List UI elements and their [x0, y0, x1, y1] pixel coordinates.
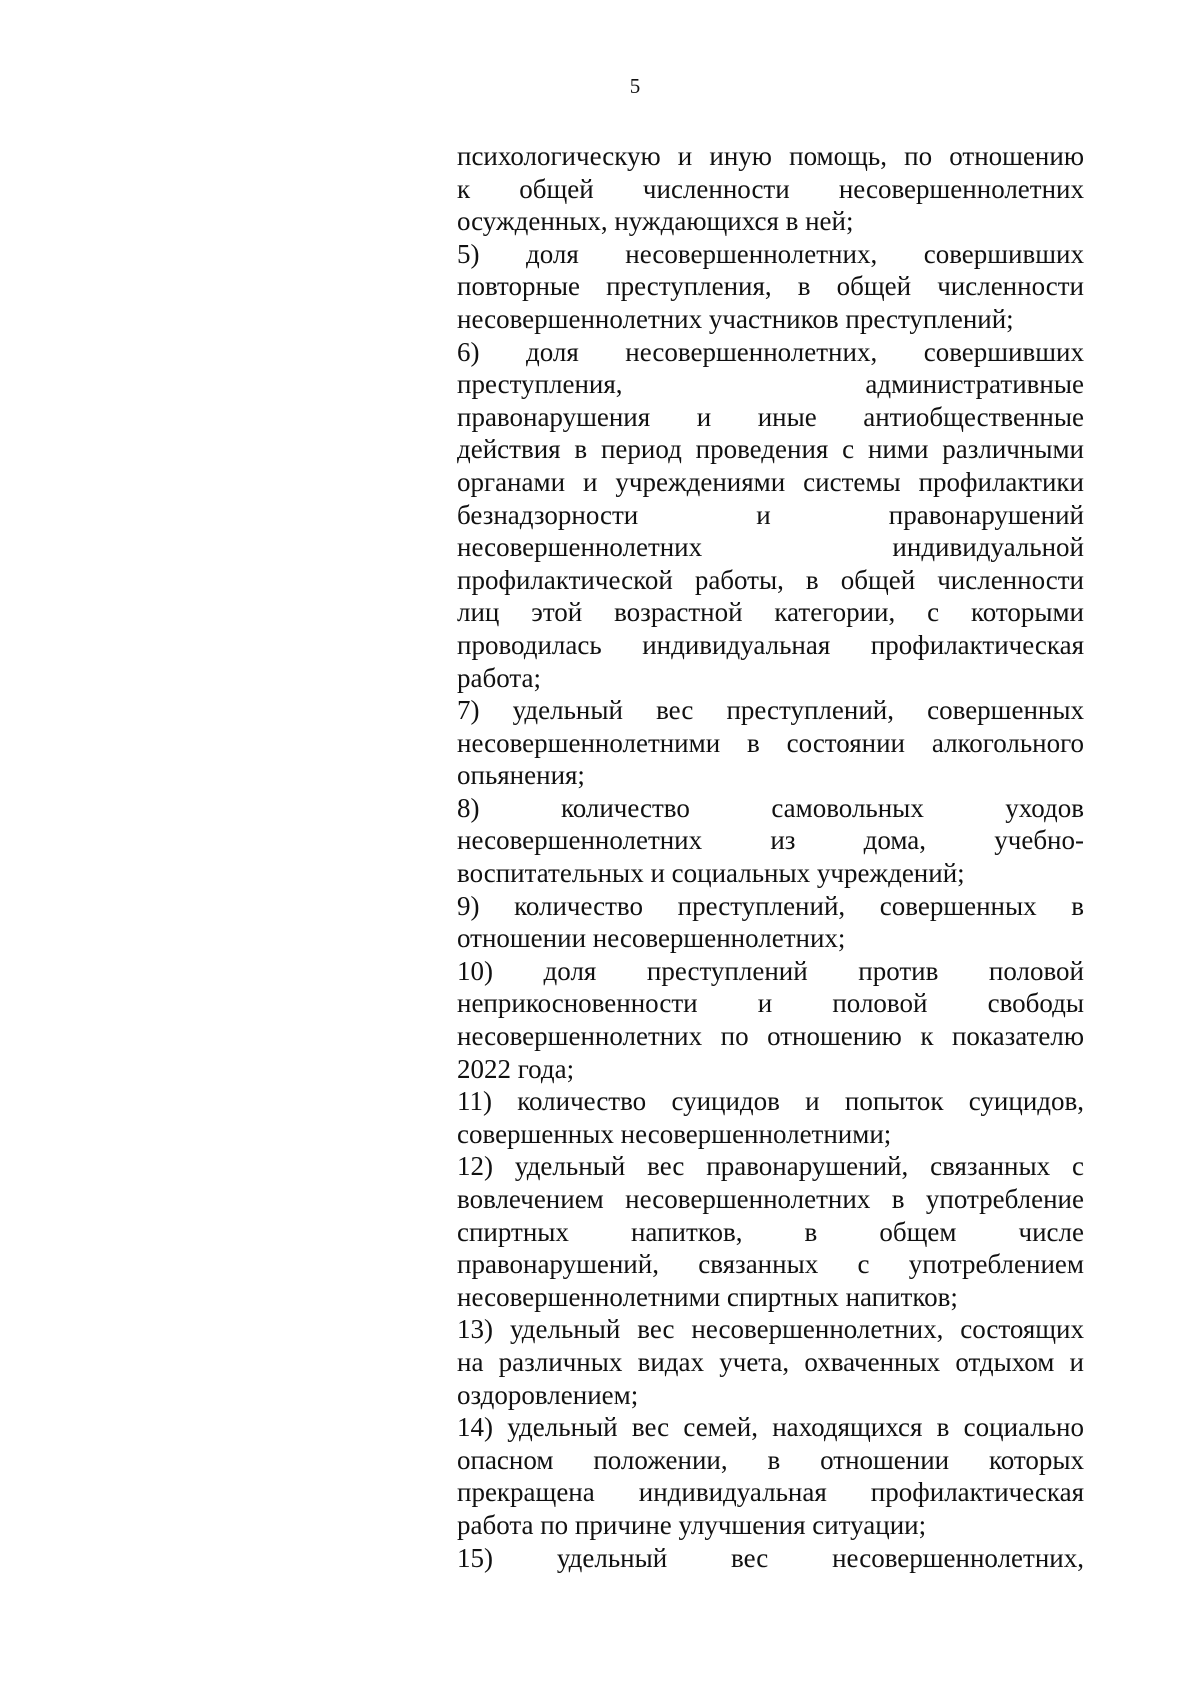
- list-item-7: 7) удельный вес преступлений, совершенных: [457, 695, 1084, 726]
- text-line: совершенных несовершеннолетними;: [457, 1118, 892, 1149]
- text-line: несовершеннолетними в состоянии алкогольного: [457, 727, 1084, 758]
- text-line: воспитательных и социальных учреждений;: [457, 858, 965, 889]
- text-line: несовершеннолетних из дома, учебно-: [457, 825, 1084, 856]
- text-line: опьянения;: [457, 760, 585, 791]
- text-line: правонарушения и иные антиобщественные: [457, 401, 1084, 432]
- list-item-6: 6) доля несовершеннолетних, совершивших: [457, 336, 1084, 367]
- text-line: работа;: [457, 662, 541, 693]
- text-line: к общей численности несовершеннолетних: [457, 173, 1084, 204]
- text-line: действия в период проведения с ними различными: [457, 434, 1084, 465]
- text-line: правонарушений, связанных с употреблением: [457, 1249, 1084, 1280]
- text-line: несовершеннолетних по отношению к показателю: [457, 1021, 1084, 1052]
- text-line: преступления, административные: [457, 369, 1084, 400]
- text-line: спиртных напитков, в общем числе: [457, 1216, 1084, 1247]
- text-line: психологическую и иную помощь, по отношению: [457, 141, 1084, 171]
- list-item-5: 5) доля несовершеннолетних, совершивших: [457, 238, 1084, 269]
- list-item-14: 14) удельный вес семей, находящихся в социально: [457, 1412, 1084, 1443]
- list-item-10: 10) доля преступлений против половой: [457, 955, 1084, 986]
- text-line: отношении несовершеннолетних;: [457, 923, 846, 954]
- text-line: проводилась индивидуальная профилактическая: [457, 629, 1084, 660]
- list-item-9: 9) количество преступлений, совершенных в: [457, 890, 1084, 921]
- page-number: 5: [629, 74, 641, 98]
- text-line: несовершеннолетними спиртных напитков;: [457, 1281, 958, 1312]
- text-line: работа по причине улучшения ситуации;: [457, 1509, 927, 1540]
- text-line: прекращена индивидуальная профилактическая: [457, 1477, 1084, 1508]
- text-line: оздоровлением;: [457, 1379, 639, 1410]
- text-line: несовершеннолетних участников преступлений;: [457, 303, 1014, 334]
- text-line: безнадзорности и правонарушений: [457, 499, 1084, 530]
- text-line: органами и учреждениями системы профилактики: [457, 466, 1084, 497]
- list-item-13: 13) удельный вес несовершеннолетних, состоящих: [457, 1314, 1084, 1345]
- text-line: опасном положении, в отношении которых: [457, 1444, 1084, 1475]
- list-item-8: 8) количество самовольных уходов: [457, 792, 1084, 823]
- text-line: на различных видах учета, охваченных отдыхом и: [457, 1346, 1084, 1377]
- list-item-12: 12) удельный вес правонарушений, связанных с: [457, 1151, 1084, 1182]
- text-line: лиц этой возрастной категории, с которыми: [457, 597, 1084, 628]
- text-line: профилактической работы, в общей численности: [457, 564, 1084, 595]
- text-line: несовершеннолетних индивидуальной: [457, 532, 1084, 563]
- text-line: вовлечением несовершеннолетних в употребление: [457, 1184, 1084, 1214]
- text-line: повторные преступления, в общей численности: [457, 271, 1084, 302]
- text-line: неприкосновенности и половой свободы: [457, 988, 1084, 1019]
- list-item-11: 11) количество суицидов и попыток суицидов,: [457, 1086, 1084, 1117]
- text-line: 2022 года;: [457, 1053, 575, 1084]
- text-line: осужденных, нуждающихся в ней;: [457, 206, 854, 237]
- list-item-15: 15) удельный вес несовершеннолетних,: [457, 1542, 1084, 1573]
- document-body: [457, 140, 1084, 1574]
